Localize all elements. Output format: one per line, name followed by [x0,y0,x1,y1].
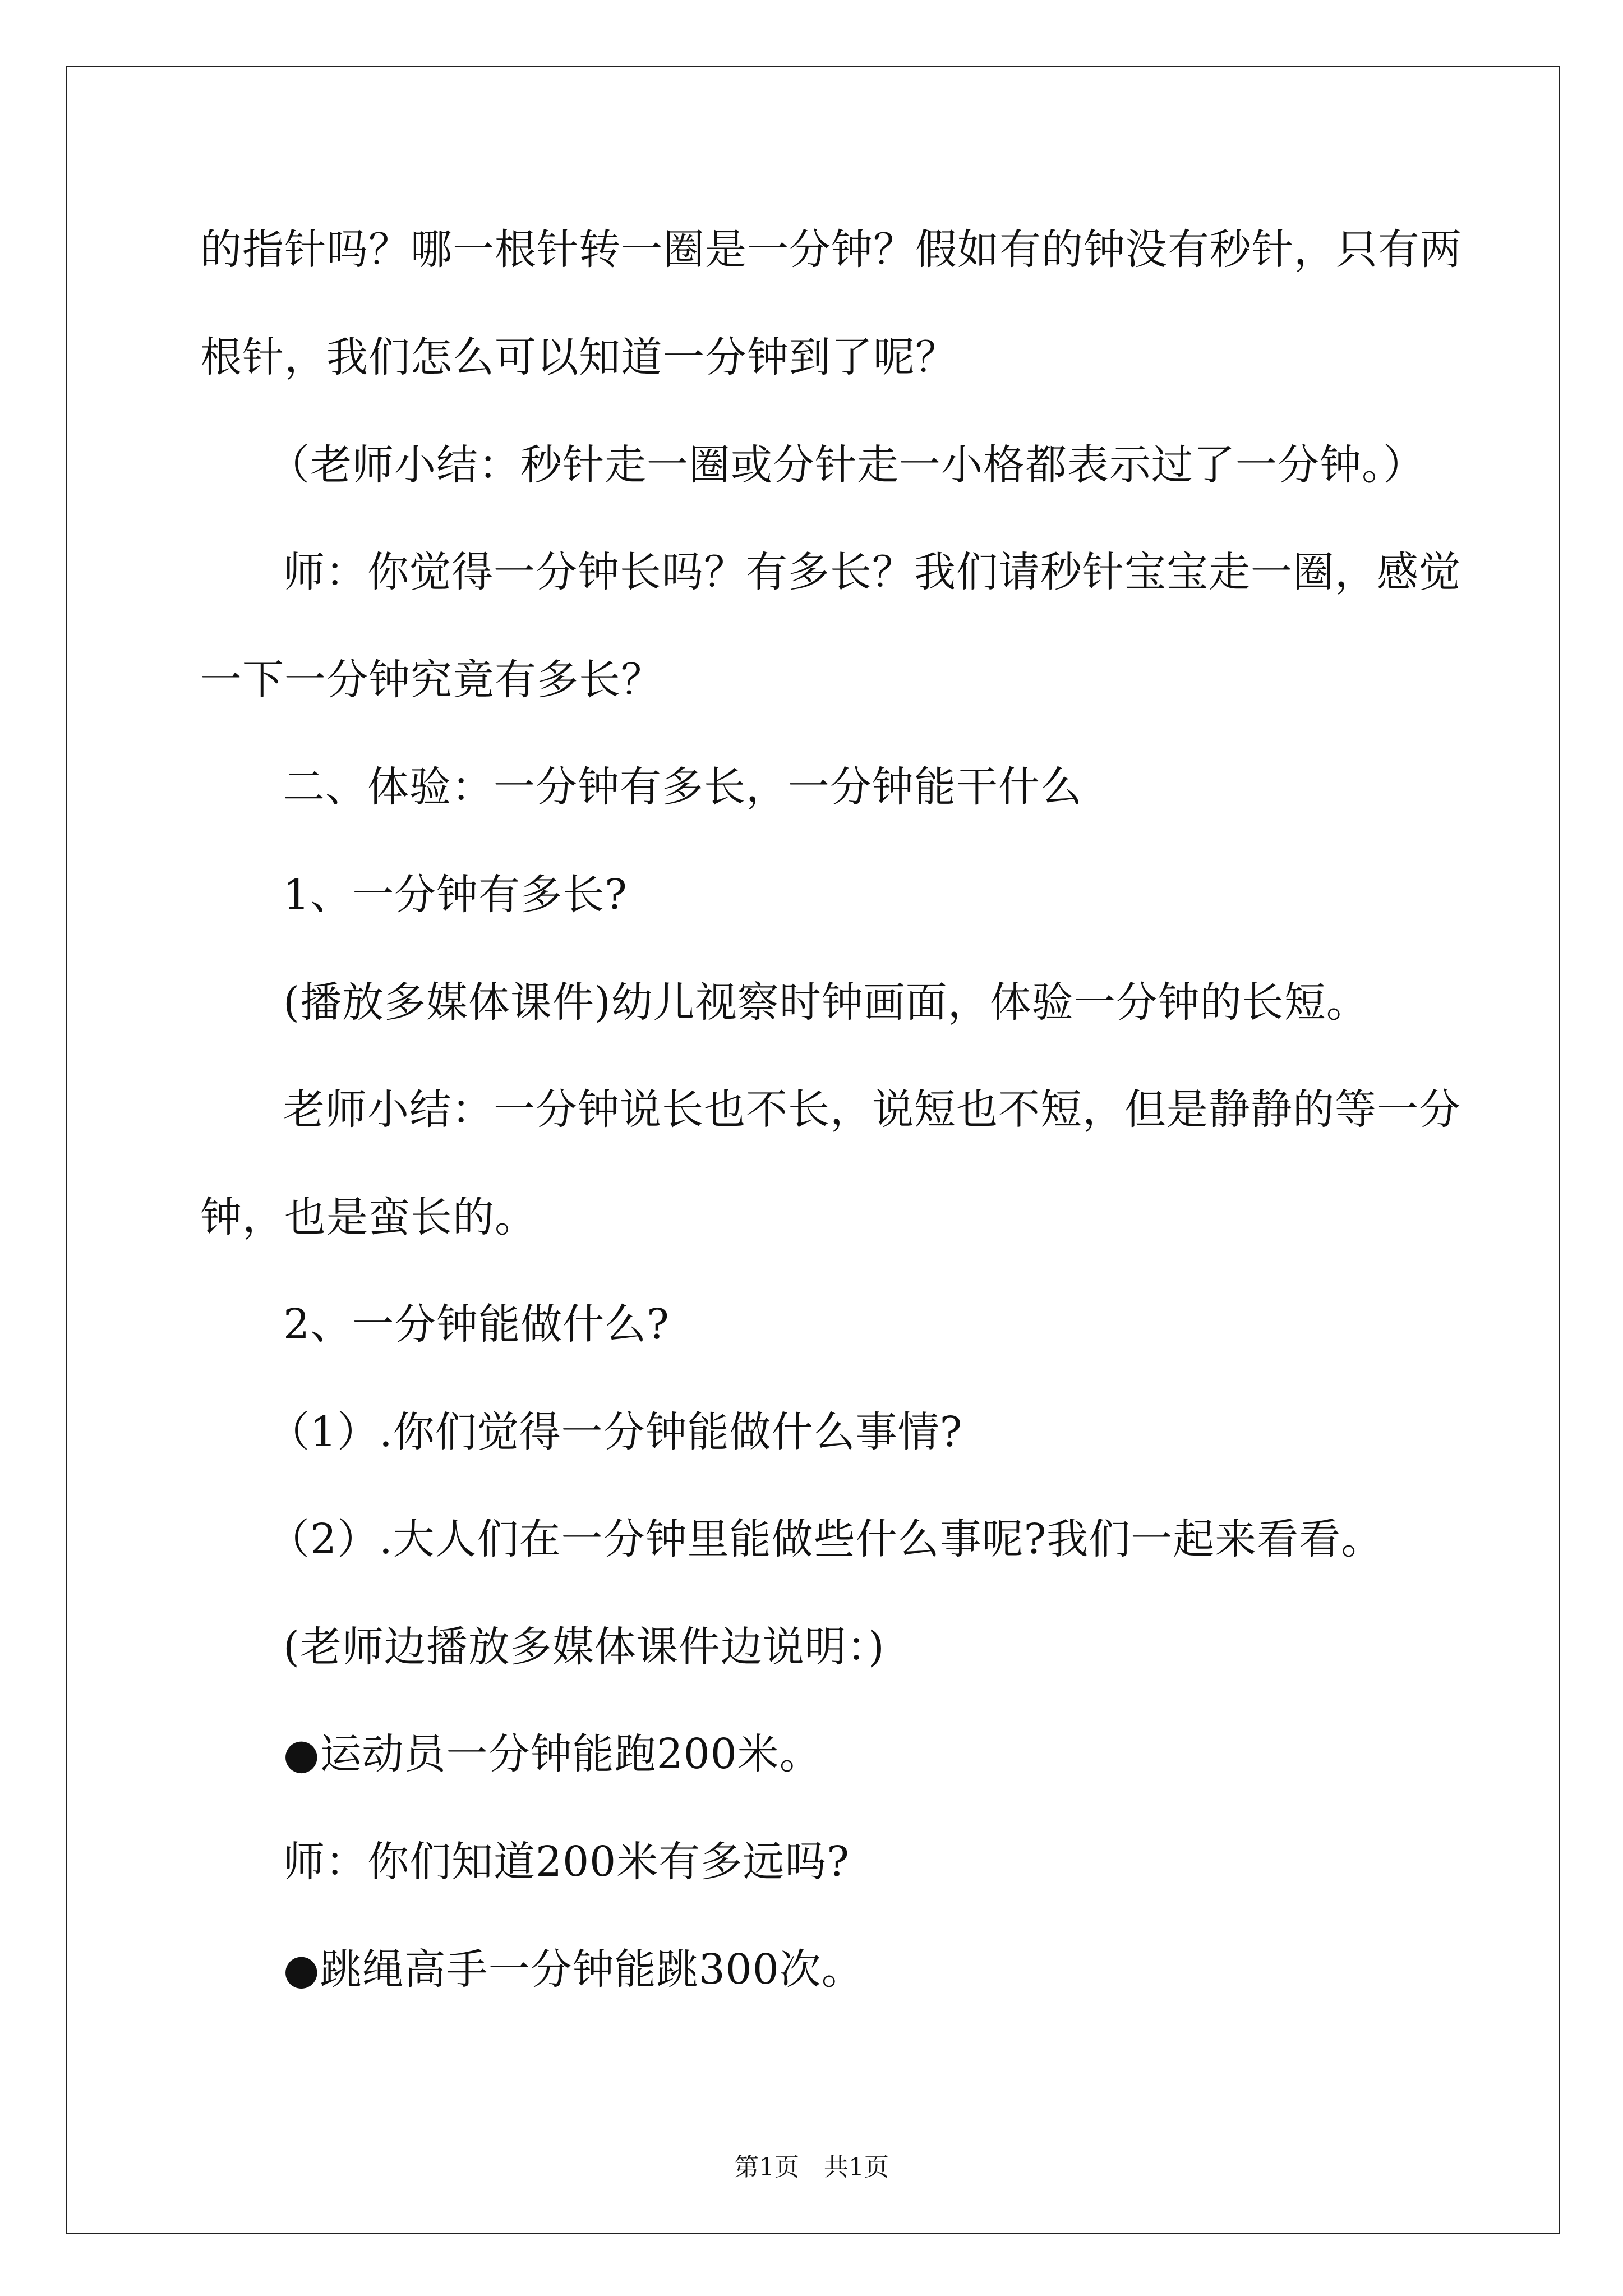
paragraph-line: 根针，我们怎么可以知道一分钟到了呢？ [200,333,957,381]
page-border [66,66,1560,2234]
paragraph-line: (老师边播放多媒体课件边说明：) [283,1623,885,1671]
paragraph-line: 老师小结：一分钟说长也不长，说短也不短，但是静静的等一分 [283,1085,1461,1134]
section-heading: 二、体验：一分钟有多长，一分钟能干什么 [283,763,1082,811]
bullet-item: ●跳绳高手一分钟能跳300次。 [283,1945,864,1994]
paragraph-line: （1）.你们觉得一分钟能做什么事情? [268,1408,963,1456]
subsection-heading: 1、一分钟有多长? [283,871,628,919]
paragraph-line: （老师小结：秒针走一圈或分针走一小格都表示过了一分钟。） [268,441,1425,489]
bullet-item: ●运动员一分钟能跑200米。 [283,1730,822,1778]
page-footer: 第1页 共1页 [734,2153,889,2182]
paragraph-line: （2）.大人们在一分钟里能做些什么事呢?我们一起来看看。 [268,1515,1384,1563]
paragraph-line: 师：你们知道200米有多远吗? [283,1838,850,1886]
paragraph-line: 一下一分钟究竟有多长？ [200,656,663,704]
paragraph-line: 的指针吗？哪一根针转一圈是一分钟？假如有的钟没有秒针，只有两 [200,226,1462,274]
paragraph-line: 钟，也是蛮长的。 [200,1193,537,1241]
paragraph-line: (播放多媒体课件)幼儿视察时钟画面，体验一分钟的长短。 [283,978,1368,1027]
paragraph-line: 师：你觉得一分钟长吗？有多长？我们请秒针宝宝走一圈，感觉 [283,548,1461,596]
subsection-heading: 2、一分钟能做什么? [283,1300,670,1349]
